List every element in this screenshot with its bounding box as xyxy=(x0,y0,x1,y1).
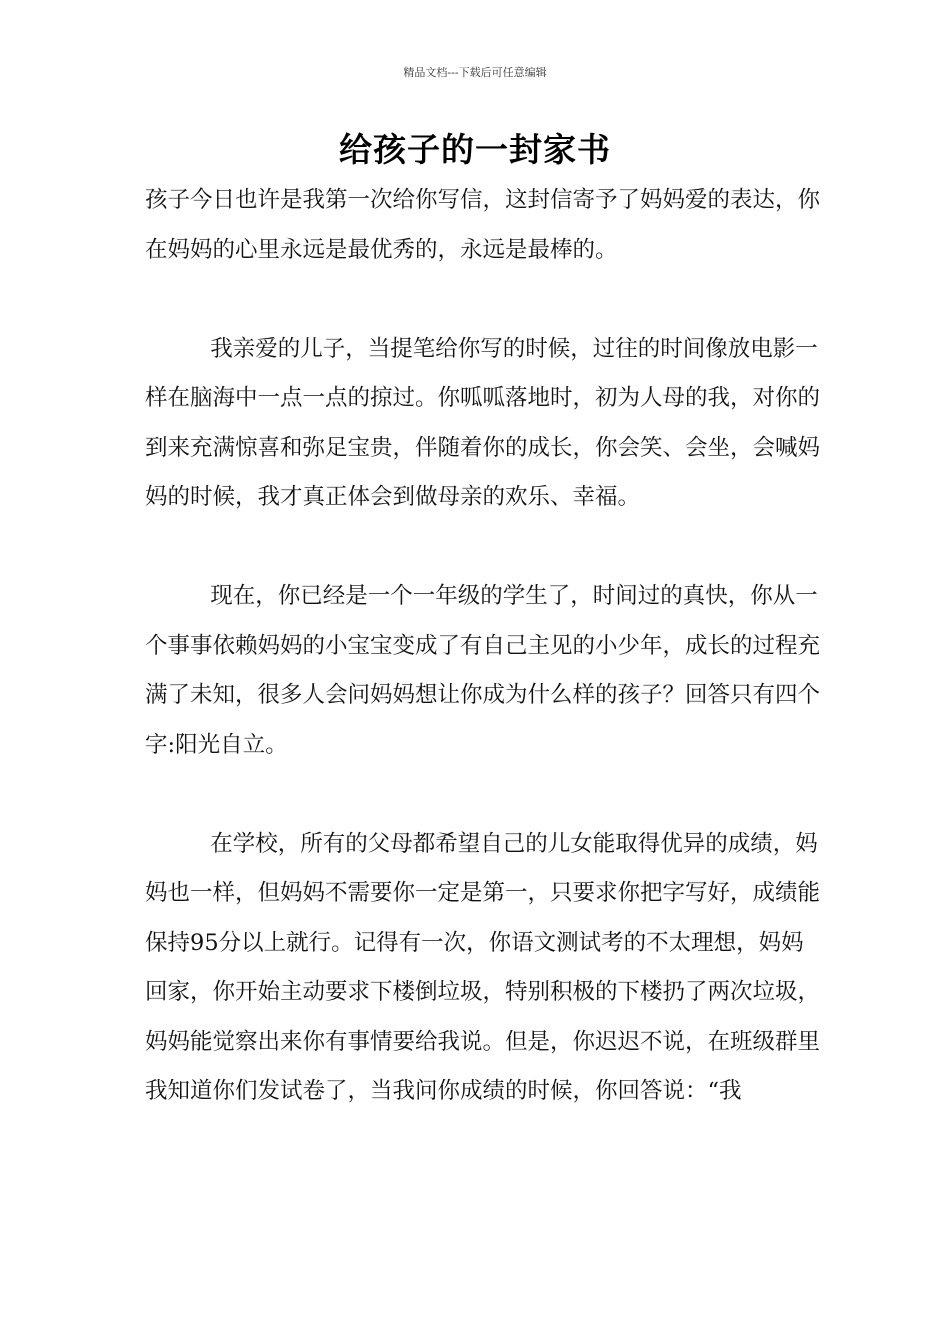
page-header: 精品文档---下载后可任意编辑 xyxy=(403,66,547,79)
paragraph-school: 在学校，所有的父母都希望自己的儿女能取得优异的成绩，妈妈也一样，但妈妈不需要你一定是第一，只要求你把字写好，成绩能保持95分以上就行。记得有一次，你语文测试考的不太理想，妈妈回家，你开始主动要求下楼倒垃圾，特别积极的下楼扔了两次垃圾，妈妈能觉察出来你有事情要给我说。但是，你迟迟不说，在班级群里我知道你们发试卷了，当我问你成绩的时候，你回答说：“我 xyxy=(145,830,821,1104)
paragraph-first-grade: 现在，你已经是一个一年级的学生了，时间过的真快，你从一个事事依赖妈妈的小宝宝变成了有自己主见的小少年，成长的过程充满了未知，很多人会问妈妈想让你成为什么样的孩子？回答只有四个字:阳光自立。 xyxy=(145,583,821,758)
paragraph-spacer xyxy=(145,275,825,325)
paragraph-memories: 我亲爱的儿子，当提笔给你写的时候，过往的时间像放电影一样在脑海中一点一点的掠过。你呱呱落地时，初为人母的我，对你的到来充满惊喜和弥足宝贵，伴随着你的成长，你会笑、会坐，会喊妈妈的时候，我才真正体会到做母亲的欢乐、幸福。 xyxy=(145,335,821,510)
paragraph-spacer xyxy=(145,770,825,820)
paragraph-spacer xyxy=(145,523,825,573)
document-title: 给孩子的一封家书 xyxy=(339,130,611,169)
document-body xyxy=(145,176,825,1117)
paragraph-intro: 孩子今日也许是我第一次给你写信，这封信寄予了妈妈爱的表达，你在妈妈的心里永远是最优秀的，永远是最棒的。 xyxy=(145,187,821,263)
